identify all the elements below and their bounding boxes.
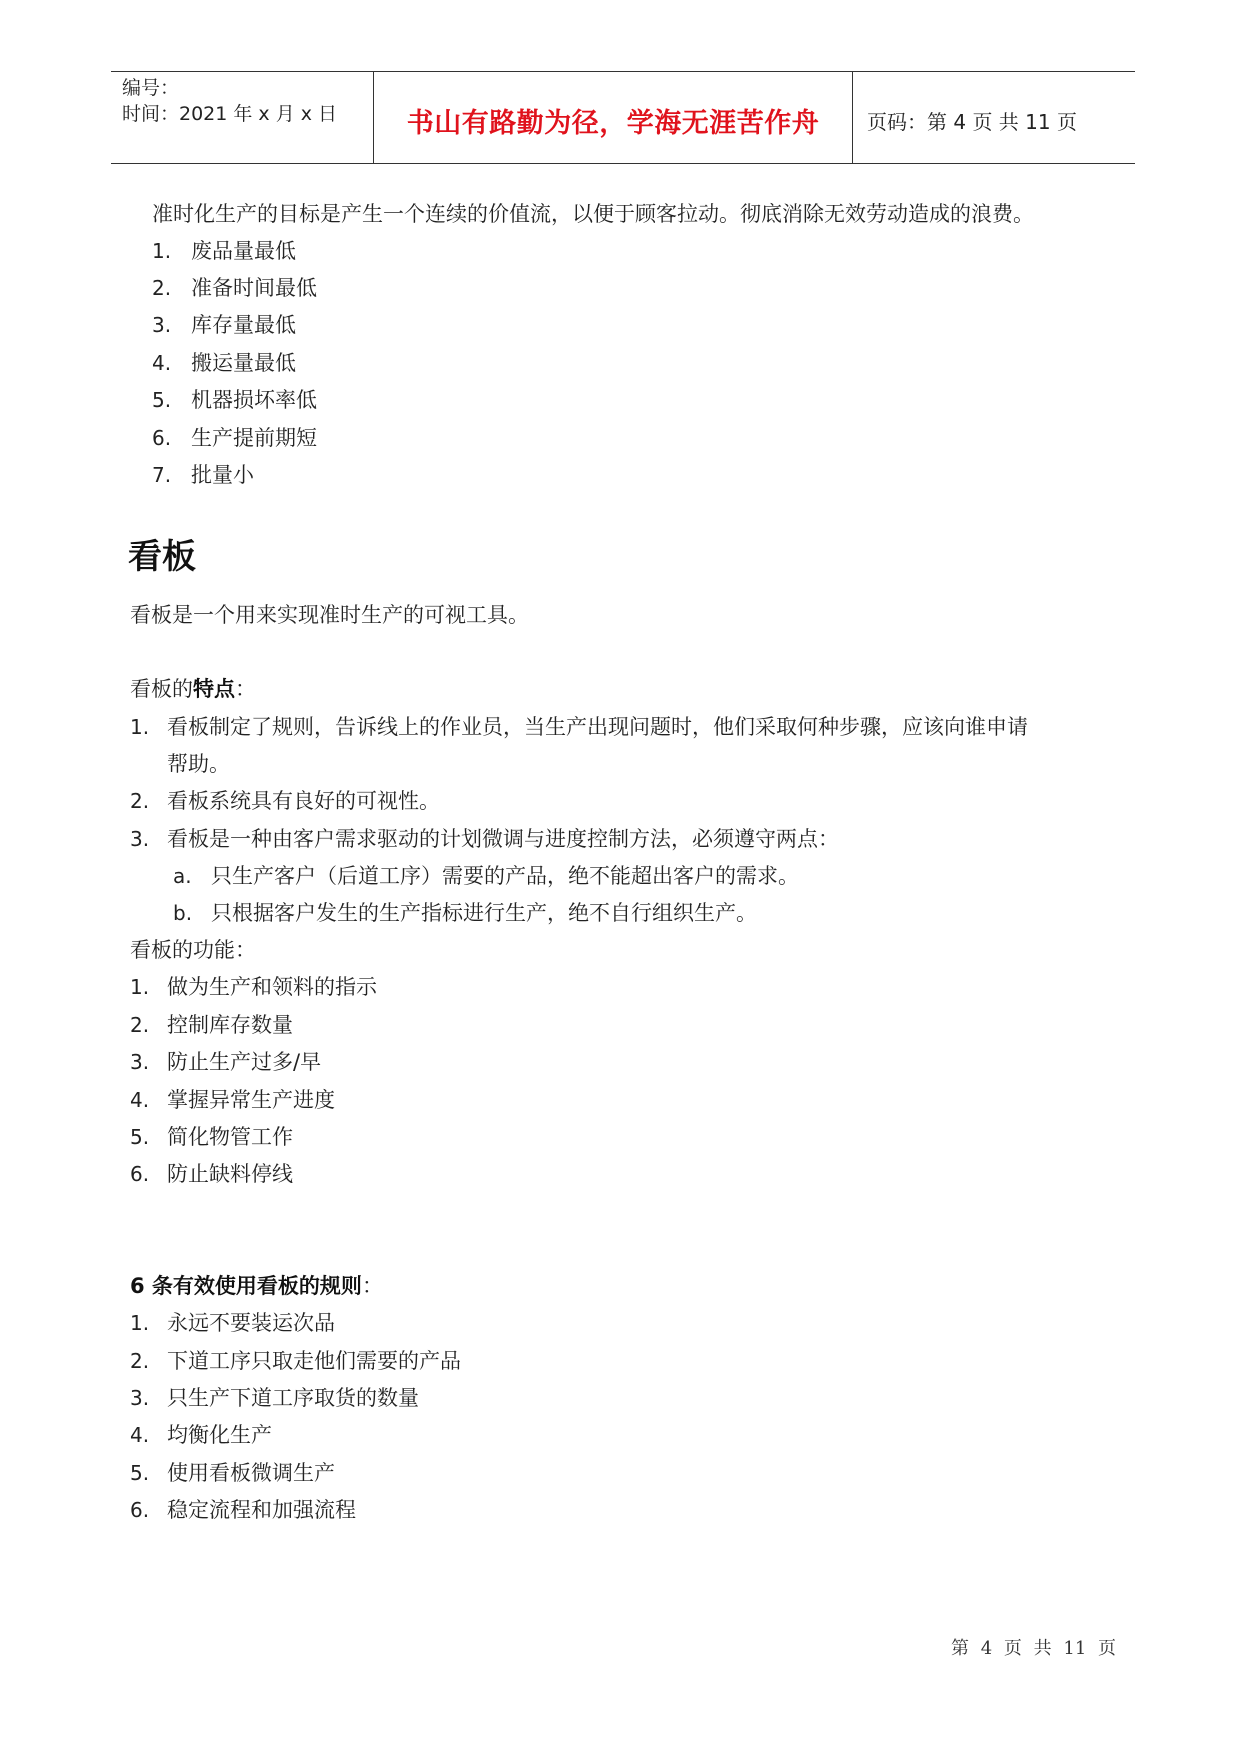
rule-item: 使用看板微调生产 [167, 1461, 335, 1485]
goal-item: 搬运量最低 [191, 351, 296, 375]
function-item: 控制库存数量 [167, 1013, 293, 1037]
rule-number: 6. [130, 1498, 150, 1522]
goal-item: 准备时间最低 [191, 276, 317, 300]
page-footer: 第 4 页 共 11 页 [951, 1638, 1116, 1659]
rule-number: 2. [130, 1349, 150, 1373]
goal-number: 1. [152, 239, 172, 263]
rule-item: 下道工序只取走他们需要的产品 [167, 1349, 461, 1373]
rule-number: 3. [130, 1386, 150, 1410]
goal-item: 批量小 [191, 463, 254, 487]
rule-item: 永远不要装运次品 [167, 1311, 335, 1335]
rules-title-bold: 6 条有效使用看板的规则 [130, 1274, 362, 1298]
sub-point-item: 只根据客户发生的生产指标进行生产，绝不自行组织生产。 [211, 901, 757, 925]
section-heading: 看板 [128, 537, 196, 577]
function-number: 3. [130, 1050, 150, 1074]
goal-number: 6. [152, 426, 172, 450]
function-item: 简化物管工作 [167, 1125, 293, 1149]
features-title-suffix: ： [235, 677, 256, 701]
sub-point-item: 只生产客户（后道工序）需要的产品，绝不能超出客户的需求。 [211, 864, 799, 888]
rule-item: 均衡化生产 [167, 1423, 272, 1447]
function-item: 掌握异常生产进度 [167, 1088, 335, 1112]
rule-number: 5. [130, 1461, 150, 1485]
feature-number: 1. [130, 715, 150, 739]
feature-number: 3. [130, 827, 150, 851]
function-number: 2. [130, 1013, 150, 1037]
goal-number: 3. [152, 313, 172, 337]
rule-number: 1. [130, 1311, 150, 1335]
function-item: 做为生产和领料的指示 [167, 975, 377, 999]
feature-item: 看板系统具有良好的可视性。 [167, 789, 440, 813]
goal-item: 机器损坏率低 [191, 388, 317, 412]
rule-number: 4. [130, 1423, 150, 1447]
header-page-label: 页码：第 4 页 共 11 页 [867, 110, 1077, 134]
function-number: 4. [130, 1088, 150, 1112]
rule-item: 稳定流程和加强流程 [167, 1498, 356, 1522]
goal-item: 生产提前期短 [191, 426, 317, 450]
sub-point-letter: a. [173, 864, 192, 888]
header-motto: 书山有路勤为径，学海无涯苦作舟 [406, 108, 820, 139]
features-title-prefix: 看板的 [130, 677, 193, 701]
features-title [130, 674, 256, 704]
functions-title: 看板的功能： [130, 938, 256, 962]
function-number: 6. [130, 1162, 150, 1186]
kanban-definition: 看板是一个用来实现准时生产的可视工具。 [130, 603, 529, 627]
header-page-cell [867, 72, 1077, 163]
header-meta [122, 72, 372, 163]
feature-item-continuation: 帮助。 [167, 752, 230, 776]
function-item: 防止生产过多/早 [167, 1050, 322, 1074]
function-number: 5. [130, 1125, 150, 1149]
document-number-label: 编号： [122, 77, 180, 99]
feature-item: 看板制定了规则，告诉线上的作业员，当生产出现问题时，他们采取何种步骤，应该向谁申请 [167, 715, 1028, 739]
function-number: 1. [130, 975, 150, 999]
sub-point-letter: b. [173, 901, 193, 925]
feature-number: 2. [130, 789, 150, 813]
goal-number: 5. [152, 388, 172, 412]
function-item: 防止缺料停线 [167, 1162, 293, 1186]
goal-item: 废品量最低 [191, 239, 296, 263]
page-header [111, 71, 1135, 164]
feature-item: 看板是一种由客户需求驱动的计划微调与进度控制方法，必须遵守两点： [167, 827, 839, 851]
goal-number: 7. [152, 463, 172, 487]
document-time-label: 时间：2021 年 x 月 x 日 [122, 103, 338, 125]
rules-title-suffix: ： [361, 1274, 383, 1298]
goal-number: 4. [152, 351, 172, 375]
intro-paragraph: 准时化生产的目标是产生一个连续的价值流，以便于顾客拉动。彻底消除无效劳动造成的浪费。 [152, 202, 1034, 226]
header-motto-cell [373, 72, 853, 163]
goal-item: 库存量最低 [191, 313, 296, 337]
rules-title [130, 1271, 383, 1301]
goal-number: 2. [152, 276, 172, 300]
rule-item: 只生产下道工序取货的数量 [167, 1386, 419, 1410]
features-title-bold: 特点 [193, 677, 235, 701]
